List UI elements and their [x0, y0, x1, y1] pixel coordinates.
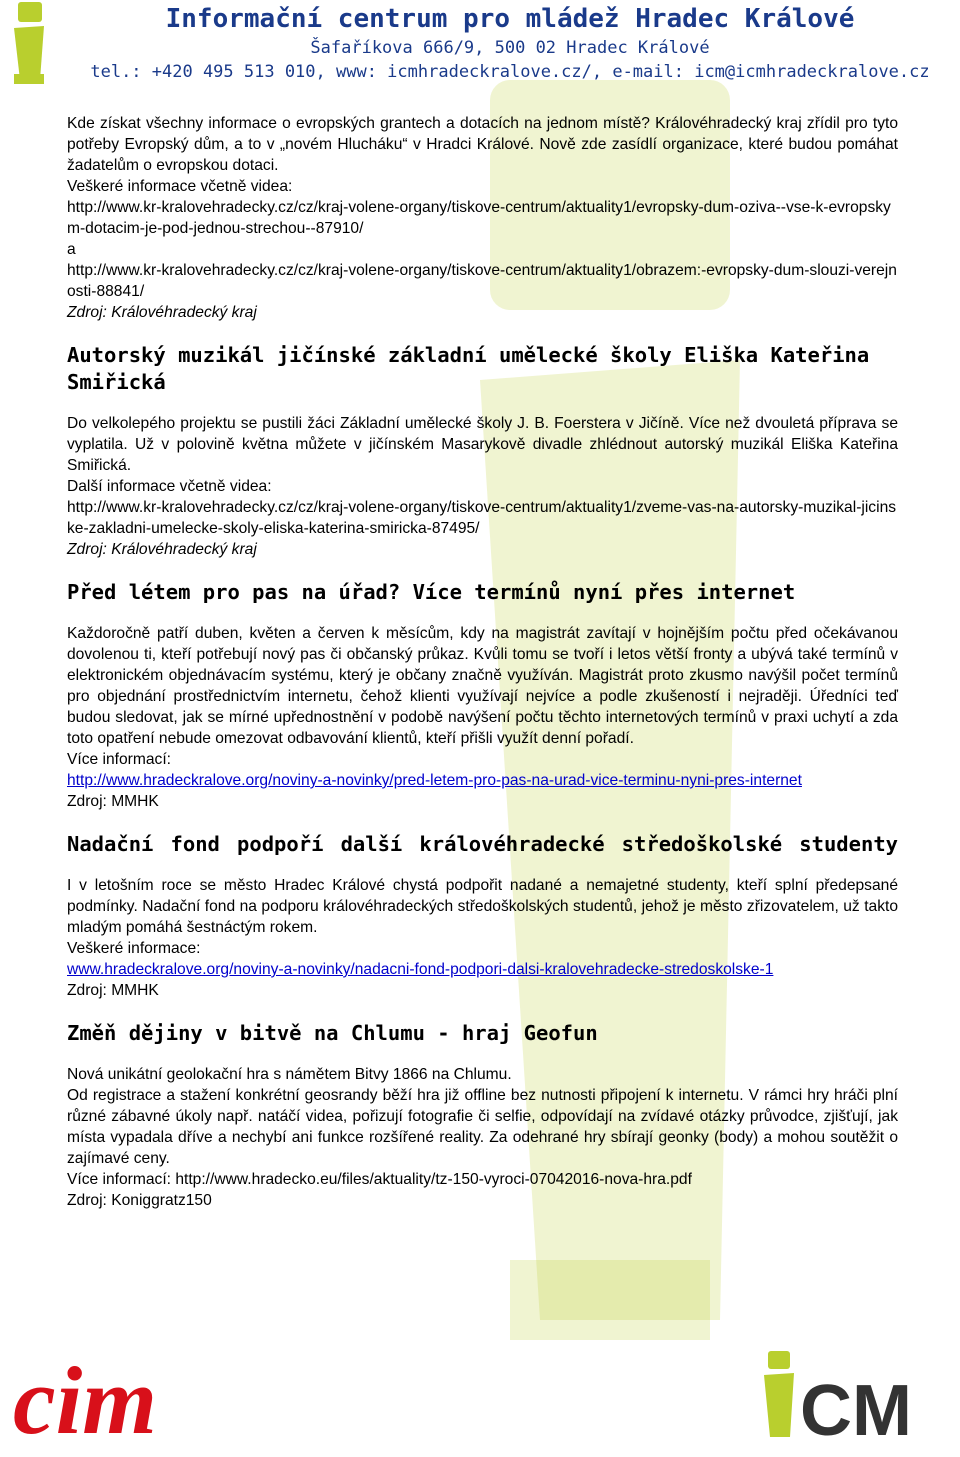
article-source: Zdroj: Koniggratz150 [67, 1192, 212, 1209]
article-more-label: Další informace včetně videa: [67, 478, 272, 495]
article-link[interactable]: http://www.hradeckralove.org/noviny-a-novinky/pred-letem-pro-pas-na-urad-vice-terminu-nyni-pres-internet [67, 772, 802, 789]
conjunction-text: a [67, 241, 76, 258]
article-body: Do velkolepého projektu se pustili žáci Základní umělecké školy J. B. Foerstera v Jičíně. Více než dvouletá příprava se vyplatila. Už v polovině května můžete v jičínském Masarykově divadle zhlédnout autorský muzikál Eliška Kateřina Smiřická. [67, 415, 898, 474]
icm-corner-logo [0, 0, 60, 90]
icm-logo-text: CM [800, 1371, 912, 1450]
article-heading: Před létem pro pas na úřad? Více termínů nyní přes internet [67, 580, 796, 604]
article-link[interactable]: www.hradeckralove.org/noviny-a-novinky/nadacni-fond-podpori-dalsi-kralovehradecke-stredoskolske-1 [67, 961, 774, 978]
article-more-label: Více informací: [67, 751, 171, 768]
cim-logo [5, 1345, 280, 1453]
article-source: Zdroj: Královéhradecký kraj [67, 304, 257, 321]
article-body: Každoročně patří duben, květen a červen k měsícům, kdy na magistrát zavítají v hojnějším počtu před očekávanou dovolenou ti, kteří potřebují nový pas či občanský průkaz. Kvůli tomu se tvoří i letos větší fronty a ubývá také termínů v elektronickém objednávacím systému, který je občany značně využíván. Magistrát proto zkusmo navýšil počet termínů pro objednání prostřednictvím internetu, čehož klienti využívají nejvíce a podle zkušeností i nejraději. Úředníci teď budou sledovat, jak se mírné upřednostnění v podobě navýšení počtu těchto internetových termínů v praxi uchytí a zda toto opatření nebude omezovat odbavování klientů, kteří přišli využít denní pořadí. [67, 625, 898, 747]
article-more-label: Veškeré informace včetně videa: [67, 178, 293, 195]
article-link[interactable]: http://www.kr-kralovehradecky.cz/cz/kraj-volene-organy/tiskove-centrum/aktuality1/obrazem:-evropsky-dum-slouzi-verejnosti-88841/ [67, 262, 897, 300]
article-lead: Nová unikátní geolokační hra s námětem Bitvy 1866 na Chlumu. [67, 1066, 512, 1083]
article-body: Kde získat všechny informace o evropských grantech a dotacích na jednom místě? Královéhradecký kraj zřídil pro tyto potřeby Evropský dům, a to v „novém Hlucháku“ v Hradci Králové. Nově zde zasídlí organizace, které budou pomáhat žadatelům o evropskou dotaci. [67, 115, 898, 174]
article-source: Zdroj: MMHK [67, 793, 159, 810]
article-source: Zdroj: MMHK [67, 982, 159, 999]
article-heading: Nadační fond podpoří další královéhradecké středoškolské studenty [67, 832, 898, 856]
article-link[interactable]: http://www.kr-kralovehradecky.cz/cz/kraj-volene-organy/tiskove-centrum/aktuality1/evropsky-dum-oziva--vse-k-evropskym-dotacim-je-pod-jednou-strechou--87910/ [67, 199, 891, 237]
header-contact: tel.: +420 495 513 010, www: icmhradeckralove.cz/, e-mail: icm@icmhradeckralove.cz [90, 62, 930, 82]
header-address: Šafaříkova 666/9, 500 02 Hradec Králové [310, 38, 710, 58]
article-link[interactable]: http://www.kr-kralovehradecky.cz/cz/kraj-volene-organy/tiskove-centrum/aktuality1/zveme-vas-na-autorsky-muzikal-jicinske-zakladni-umelecke-skoly-eliska-katerina-smiricka-87495/ [67, 499, 897, 537]
article-source: Zdroj: Královéhradecký kraj [67, 541, 257, 558]
article-body: Od registrace a stažení konkrétní geosrandy běží hra již offline bez nutnosti připojení k internetu. V rámci hry hráči plní různé zábavné úkoly např. natáčí videa, pořizují fotografie či selfie, odpovídají na zvídavé otázky průvodce, zjišťují, jak místa vypadala dříve a nechybí ani funkce rozšířené reality. Za odehrané hry sbírají geonky (body) a mohou soutěžit o zajímavé ceny. [67, 1087, 898, 1167]
article-body: I v letošním roce se město Hradec Králové chystá podpořit nadané a nemajetné studenty, kteří splní předepsané podmínky. Nadační fond na podporu královéhradeckých středoškolských studentů, jehož je město zřizovatelem, už takto mladým pomáhá šestnáctým rokem. [67, 877, 898, 936]
article-heading: Změň dějiny v bitvě na Chlumu - hraj Geofun [67, 1021, 598, 1045]
cim-logo-text: cim [13, 1347, 157, 1453]
article-heading: Autorský muzikál jičínské základní umělecké školy Eliška Kateřina Smiřická [67, 343, 870, 394]
icm-logo [760, 1345, 950, 1450]
article-more-label: Více informací: http://www.hradecko.eu/files/aktuality/tz-150-vyroci-07042016-nova-hra.pdf [67, 1171, 692, 1188]
content [67, 113, 898, 1211]
header [70, 2, 950, 84]
page-title: Informační centrum pro mládež Hradec Králové [165, 4, 855, 34]
article-more-label: Veškeré informace: [67, 940, 201, 957]
